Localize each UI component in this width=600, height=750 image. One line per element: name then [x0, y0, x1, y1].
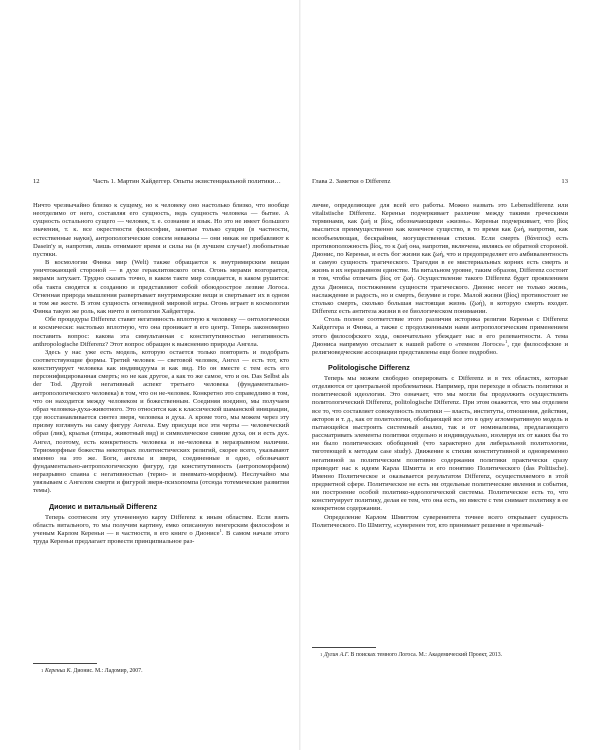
paragraph-text: Столь полное соответствие этого различия историка религии Кереньи с Differenz Хайдеггера и Финка, а также с продолженными нами антропологическим применением этого философского хода, окончательно убеждает нас в его релевантности. А тема Диониса напрямую отсылает к нашей работе о «темном Логосе»: [312, 316, 568, 348]
footnote: [33, 668, 289, 675]
right-footnotes: [312, 647, 568, 659]
left-page: [33, 176, 289, 674]
paragraph: Теперь мы можем свободно оперировать с Differenz и в тех областях, которые отделяются от центральной проблематики. Например, при переходе в область политики и политической идеологии. Это означает, что мы могли бы продолжить осуществлять политологический Differenz, politologische Differenz. При этом окажется, что мы отделяем все то, что составляет совокупность политики — власть, институты, отношения, действия, акторов и т. д., как от политологии, обобщающей все это в одну агломеративную модель и пытающейся выстроить системный анализ, так и от номинализма, предлагающего рассматривать элементы политики отдельно и индивидуально, изолируя их от каких бы то ни было политических обобщений (что характерно для либеральной политологии, тяготеющей к методам case study). Движение к стихии конститутивной и одновременно негативной за политическим позитивно содержания политики практически сразу приводит нас к идеям Карла Шмитта и его понятию Политического (das Politische). Именно Политическое и оказывается результатом Differenz, осуществляемого в этой предметной сфере. Политическое не есть ни отдельные политические явления и события, ни построение особой политико-идеологической системы. Политическое есть то, что конституирует политику, делая ее тем, что она есть, но вместе с тем снимает политику в ее конкретном содержании.: [312, 374, 568, 513]
left-page-number: 12: [33, 178, 40, 185]
paragraph: Ничто чрезвычайно близко к сущему, но к человеку оно настолько близко, что вообще неотделимо от него, составляя его сущность, ведь сущность человека — бытие. А сущность остального сущего — человек, т. е. сознание и язык. Но это не имеет большого значения, т. к. все окрестности философии, занятые только сущим (в частности, естественные науки), антропологические совсем неважны — они никак не прибавляют к Dasein'у и, напротив, лишь отнимают время и силы на (в лучшем случае!) любопытные пустяки.: [33, 202, 289, 258]
section-heading-dionysus: Дионис и витальный Differenz: [49, 501, 158, 511]
footnote-number: 1: [41, 668, 44, 673]
right-page-body: [312, 202, 568, 530]
footnote-author: Кереньи К.: [45, 668, 72, 674]
footnote-marker: 1: [219, 527, 222, 533]
footnote-rule: [312, 647, 376, 648]
left-page-body: [33, 202, 289, 546]
paragraph-text: , где философские и религиоведческие ассоциации представлены еще более подробно.: [312, 340, 569, 356]
paragraph: [33, 514, 289, 547]
right-page-number: 13: [561, 178, 568, 185]
section-heading-politologische: Politologische Differenz: [328, 362, 410, 372]
paragraph-text: Теперь соотнесем эту уточненную карту Differenz к иным областям. Если взять область витального, то мы получим картину, емко описанную венгерским философом и ученым Карлом Кереньи — в частности, в его книге о Дионисе: [33, 513, 289, 537]
left-running-title: Часть 1. Мартин Хайдеггер. Опыты экзистенциальной политики…: [93, 178, 281, 185]
paragraph: Определение Карлом Шмиттом суверенитета точнее всего открывает сущность Политического. По Шмитту, «суверенен тот, кто принимает решение в чрезвычай-: [312, 513, 568, 529]
paragraph: [312, 316, 568, 357]
paragraph: В космологии Финка мир (Welt) также обращается к внутримирским вещам уничтожающей стороной — в духе гераклитовского огня. Огонь мерами возгорается, мерами затухает. Трудно сказать точно, в каком такте мир созидается, в каком рушится: оба такта сводятся к созданию и представляют собой обоюдоострое лезвие Логоса. Огненная природа мышления развертывает внутримирские вещи и свертывает их в одном и том же жесте. В этом сущность огневидной мировой игры. Огонь играет в космологии Финка такую же роль, как ничто в онтологии Хайдеггера.: [33, 259, 289, 316]
footnote-author: Дугин А.Г.: [324, 652, 350, 658]
footnote: [312, 652, 568, 659]
footnote-text: В поисках темного Логоса. М.: Академический Проект, 2013.: [349, 652, 503, 658]
book-gutter: [299, 0, 301, 750]
paragraph: Здесь у нас уже есть модель, которую остается только повторить и подобрать соответствующие формы. Третий человек — световой человек, Ангел — есть тот, кто конституирует человека как индивидуума и как вид. Но он вместе с тем есть его персонифицированная смерть; но не как другое, а как то же самое, что и он. Das Selbst als der Tod. Другой негативный аспект третьего человека (фундаментально-антропологического человека) в том, что он не-человек. Конкретно это справедливо в том, что он находится между человеком и божественным. Соединяя воедино, мы получаем образ человека-духа-животного. Это относится как к классической шаманской инициации, где восстанавливается синтез зверя, человека и духа. А кроме того, мы можем через эту призму взглянуть на саму фигуру Ангела. Ему присущи все эти черты — человеческий образ (лик), крылья (птицы, животный вид) и символическое сияние духа, он и есть дух. Ангел, поэтому, есть конкретность человека и не-человека в неразрывном наличии. Териоморфные божества некоторых политеистических религий, скорее всего, указывают именно на это же. Боги, ангелы и звери, соединенные в одно, обозначают фундаментально-антропологическую фигуру, где конститутивность (антропоморфизм) неразрывно спаяна с негативностью (терио- и пневмато-морфизм). Неслучайно мы увязываем с Ангелом смерти и фигурой зверя-психопомпа (отсюда тотемические развития темы).: [33, 348, 289, 495]
footnote-number: 1: [320, 652, 323, 657]
paragraph: личие, определяющее для всей его работы. Можно назвать это Lebensdifferenz или vitalistische Differenz. Кереньи подчеркивает различие между такими греческими терминами, как ζωή и βίος, обозначающими «жизнь». Кереньи подчеркивает, что βίος мыслится преимущественно как конечное существо, в то время как ζωή, напротив, как всеобъемлющая, бескрайняя, могущественная стихия. Если смерть (θάνατος) есть противоположность βίος, то к ζωή она, напротив, включена, являясь ее обратной стороной. Дионис, по Кереньи, и есть бог жизни как ζωή, что и предопределяет его амбивалентность и самую сущность трагического. Трагедия в ее мистериальных корнях есть смерть и жизнь в их неразрывном единстве. На витальном уровне, таким образом, Differenz состоит в том, чтобы отличать βίος от ζωή. Осуществление такого Differenz будет проявлением духа Диониса, постижением сущности трагического. Дионис несет не только жизнь, наслаждение и радость, но и смерть, безумие и горе. Малой жизни (βίος) противостоит не столько смерть, сколько большая настоящая жизнь (ζωή), в которую смерть входит. Differenz есть антитеза жизни в ее биологическом понимании.: [312, 202, 568, 316]
right-running-title: Глава 2. Заметки о Differenz: [312, 178, 391, 185]
left-footnotes: [33, 663, 289, 675]
paragraph: Обе процедуры Differenz ставят негативность вплотную к человеку — онтологически и космически: настолько вплотную, что она проникает в его центр. Теперь закономерно поставить вопрос: какова эта симультанная с конститутивностью негативность anthropologische Differenz? Этот вопрос обращен к выяснению природы Ангела.: [33, 316, 289, 348]
paragraph-text: . В самом начале этого труда Кереньи предлагает провести принципиальное раз-: [33, 529, 289, 546]
footnote-rule: [33, 663, 97, 664]
footnote-text: Дионис. М.: Ладомир, 2007.: [71, 668, 143, 674]
right-running-head: [312, 176, 568, 188]
footnote-marker: 1: [505, 338, 508, 344]
left-running-head: [33, 176, 289, 188]
right-page: [312, 176, 569, 658]
